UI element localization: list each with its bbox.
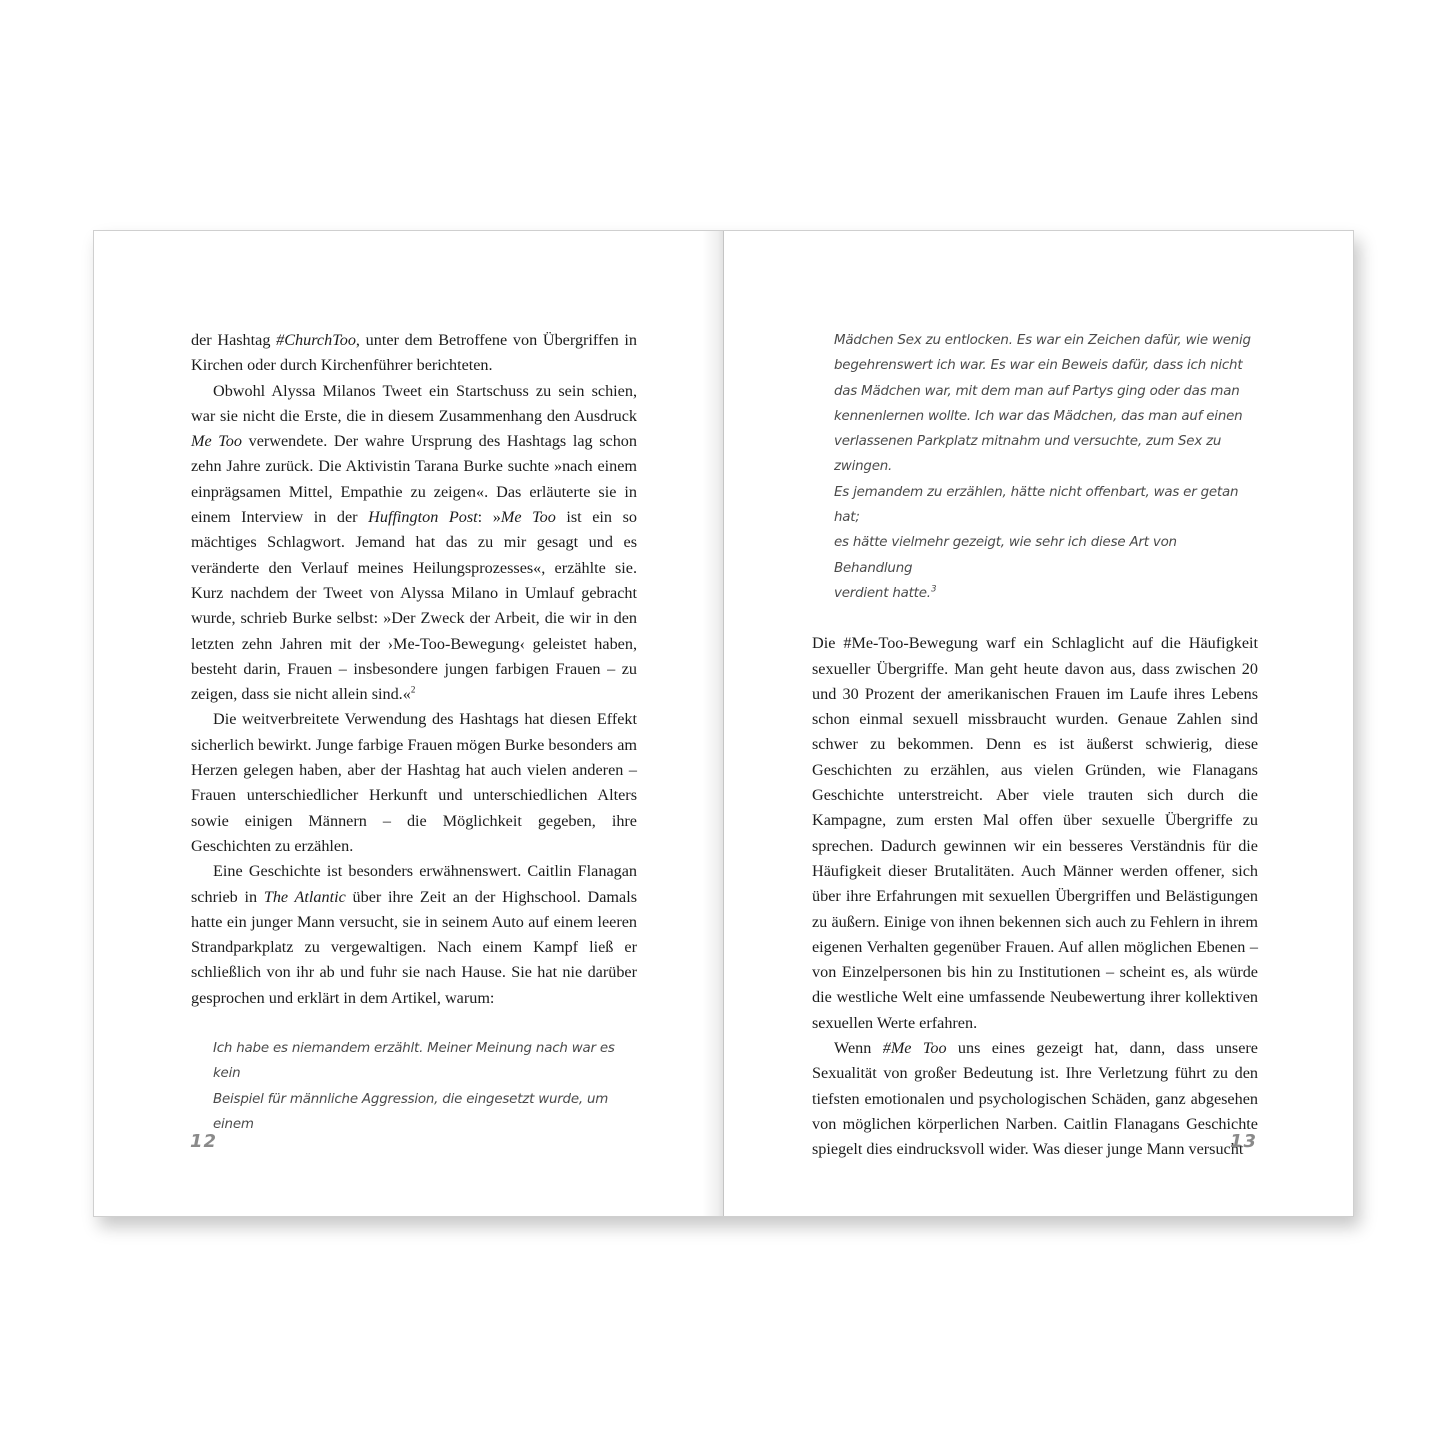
quote-line: das Mädchen war, mit dem man auf Partys ging oder das man [834,383,1240,399]
right-text-block [812,328,1258,1163]
quote-line: verlassenen Parkplatz mitnahm und versuchte, zum Sex zu zwingen. [834,434,1222,475]
quote-line: Ich habe es niemandem erzählt. Meiner Meinung nach war es kein [213,1041,615,1082]
quote-line: verdient hatte.$^3$ [834,584,937,601]
left-paragraph-1: der Hashtag #ChurchToo, unter dem Betroffene von Übergriffen in Kirchen oder durch Kirchenführer berichteten. [191,331,638,375]
book-spread [93,230,1354,1217]
publication-name: Huffington Post [368,508,478,527]
block-quote-continued [812,328,1258,606]
publication-name: The Atlantic [263,887,346,906]
left-paragraph-3: Die weitverbreitete Verwendung des Hashtags hat diesen Effekt sicherlich bewirkt. Junge farbige Frauen mögen Burke besonders am Herzen gelegen haben, aber der Hashtag hat auch vielen anderen – Frauen unterschiedlicher Herkunft und unterschiedlichen Alters sowie einigen Männern – die Möglichkeit gegeben, ihre Geschichten zu erzählen. [191,710,637,855]
right-paragraph-1: Die #Me-Too-Bewegung warf ein Schlaglicht auf die Häufigkeit sexueller Übergriffe. Man geht heute davon aus, dass zwischen 20 und 30 Prozent der amerikanischen Frauen im Laufe ihres Lebens schon einmal sexuell missbraucht wurden. Genaue Zahlen sind schwer zu bekommen. Denn es ist äußerst schwierig, diese Geschichten zu erzählen, aus vielen Gründen, wie Flanagans Geschichte unterstreicht. Aber viele trauten sich durch die Kampagne, zum ersten Mal offen über sexuelle Übergriffe zu sprechen. Dadurch gewinnen wir ein besseres Verständnis für die Häufigkeit dieser Brutalitäten. Auch Männer werden offener, sich über ihre Erfahrungen mit sexuellen Übergriffen und Belästigungen zu äußern. Einige von ihnen bekennen sich auch zu Fehlern in ihrem eigenen Verhalten gegenüber Frauen. Auf allen möglichen Ebenen – von Einzelpersonen bis hin zu Institutionen – scheint es, als würde die westliche Welt eine umfassende Neubewertung ihrer kollektiven sexuellen Werte erfahren. [812,634,1258,1032]
block-quote-start [191,1036,637,1137]
hashtag-churchtoo: #ChurchToo [276,331,356,349]
left-paragraph-4: Eine Geschichte ist besonders erwähnenswert. Caitlin Flanagan schrieb in The Atlantic über ihre Zeit an der Highschool. Damals hatte ein junger Mann versucht, sie in seinem Auto auf einem leeren Strandparkplatz zu vergewaltigen. Nach einem Kampf ließ er schließlich von ihr ab und fuhr sie nach Hause. Sie hat nie darüber gesprochen und erklärt in dem Artikel, warum: [191,862,638,1007]
quote-line: kennenlernen wollte. Ich war das Mädchen, das man auf einen [834,408,1243,424]
right-page [724,231,1353,1216]
left-paragraph-2: Obwohl Alyssa Milanos Tweet ein Startschuss zu sein schien, war sie nicht die Erste, die in diesem Zusammenhang den Ausdruck Me Too verwendete. Der wahre Ursprung des Hashtags lag schon zehn Jahre zurück. Die Aktivistin Tarana Burke suchte »nach einem einprägsamen Mittel, Empathie zu zeigen«. Das erläuterte sie in einem Interview in der Huffington Post: »Me Too ist ein so mächtiges Schlagwort. Jemand hat das zu mir gesagt und es veränderte den Verlauf meines Heilungsprozesses«, erzählte sie. Kurz nachdem der Tweet von Alyssa Milano in Umlauf gebracht wurde, schrieb Burke selbst: »Der Zweck der Arbeit, die wir in den letzten zehn Jahren mit der ›Me-Too-Bewegung‹ geleistet haben, besteht darin, Frauen – insbesondere jungen farbigen Frauen – zu zeigen, dass sie nicht allein sind.«$^2$ [191,381,637,704]
page-number: 12 [190,1131,218,1152]
hashtag-metoo: #Me Too [882,1039,947,1058]
page-number: 13 [1229,1131,1257,1152]
footnote-ref-3: 3 [930,584,937,595]
quote-line: begehrenswert ich war. Es war ein Beweis dafür, dass ich nicht [834,358,1243,374]
left-text-block [191,328,637,1137]
quote-line: es hätte vielmehr gezeigt, wie sehr ich diese Art von Behandlung [834,535,1177,576]
quote-line: Es jemandem zu erzählen, hätte nicht offenbart, was er getan hat; [834,484,1239,526]
left-page [94,231,723,1216]
quote-line: Beispiel für männliche Aggression, die eingesetzt wurde, um einem [213,1091,609,1132]
quote-line: Mädchen Sex zu entlocken. Es war ein Zeichen dafür, wie wenig [834,333,1251,348]
footnote-ref-2: 2 [410,684,416,695]
right-paragraph-2: Wenn #Me Too uns eines gezeigt hat, dann, dass unsere Sexualität von großer Bedeutung ist. Ihre Verletzung führt zu den tiefsten emotionalen und psychologischen Schäden, ganz abgesehen von möglichen körperlichen Narben. Caitlin Flanagans Geschichte spiegelt dies eindrucksvoll wider. Was dieser junge Mann versucht [812,1039,1258,1159]
